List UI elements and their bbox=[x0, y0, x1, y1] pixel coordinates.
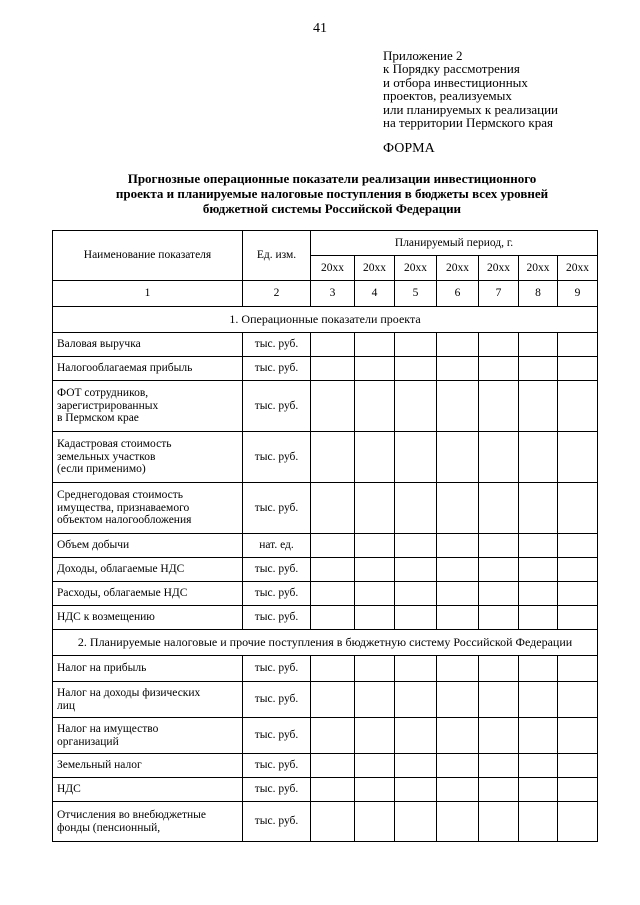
value-cell[interactable] bbox=[437, 357, 479, 381]
value-cell[interactable] bbox=[355, 718, 395, 754]
indicator-name: Налог на доходы физических лиц bbox=[53, 682, 243, 718]
value-cell[interactable] bbox=[311, 778, 355, 802]
indicator-name: Отчисления во внебюджетные фонды (пенсионный, bbox=[53, 802, 243, 842]
value-cell[interactable] bbox=[437, 778, 479, 802]
table-row bbox=[53, 582, 598, 606]
value-cell[interactable] bbox=[519, 483, 558, 534]
table-body bbox=[53, 307, 598, 842]
value-cell[interactable] bbox=[437, 333, 479, 357]
value-cell[interactable] bbox=[311, 754, 355, 778]
column-number: 1 bbox=[53, 281, 243, 307]
value-cell[interactable] bbox=[519, 754, 558, 778]
column-number: 5 bbox=[395, 281, 437, 307]
appendix-line: к Порядку рассмотрения bbox=[383, 61, 520, 77]
header-year: 20xx bbox=[311, 256, 355, 281]
value-cell[interactable] bbox=[479, 483, 519, 534]
value-cell[interactable] bbox=[479, 558, 519, 582]
value-cell[interactable] bbox=[558, 558, 598, 582]
table-row bbox=[53, 558, 598, 582]
value-cell[interactable] bbox=[479, 606, 519, 630]
value-cell[interactable] bbox=[558, 432, 598, 483]
indicator-name: Налог на прибыль bbox=[53, 656, 243, 682]
table-row bbox=[53, 778, 598, 802]
indicator-name: Кадастровая стоимость земельных участков (если применимо) bbox=[53, 432, 243, 483]
value-cell[interactable] bbox=[395, 483, 437, 534]
value-cell[interactable] bbox=[311, 381, 355, 432]
value-cell[interactable] bbox=[437, 582, 479, 606]
value-cell[interactable] bbox=[558, 656, 598, 682]
table-row bbox=[53, 656, 598, 682]
value-cell[interactable] bbox=[311, 558, 355, 582]
value-cell[interactable] bbox=[479, 682, 519, 718]
value-cell[interactable] bbox=[558, 483, 598, 534]
appendix-line: или планируемых к реализации bbox=[383, 101, 559, 117]
value-cell[interactable] bbox=[479, 802, 519, 842]
unit-cell: тыс. руб. bbox=[243, 778, 311, 802]
value-cell[interactable] bbox=[395, 778, 437, 802]
value-cell[interactable] bbox=[437, 606, 479, 630]
value-cell[interactable] bbox=[479, 534, 519, 558]
value-cell[interactable] bbox=[437, 483, 479, 534]
value-cell[interactable] bbox=[311, 606, 355, 630]
value-cell[interactable] bbox=[519, 381, 558, 432]
section-title: 1. Операционные показатели проекта bbox=[53, 307, 598, 333]
value-cell[interactable] bbox=[355, 778, 395, 802]
value-cell[interactable] bbox=[558, 582, 598, 606]
value-cell[interactable] bbox=[479, 718, 519, 754]
table-row bbox=[53, 606, 598, 630]
value-cell[interactable] bbox=[395, 582, 437, 606]
table-row bbox=[53, 682, 598, 718]
indicator-name: ФОТ сотрудников, зарегистрированных в Пермском крае bbox=[53, 381, 243, 432]
value-cell[interactable] bbox=[558, 802, 598, 842]
value-cell[interactable] bbox=[395, 718, 437, 754]
section-title: 2. Планируемые налоговые и прочие поступления в бюджетную систему Российской Федерации bbox=[53, 630, 598, 656]
value-cell[interactable] bbox=[437, 656, 479, 682]
appendix-line: Приложение 2 bbox=[383, 48, 463, 63]
appendix-line: проектов, реализуемых bbox=[383, 88, 512, 104]
value-cell[interactable] bbox=[519, 534, 558, 558]
value-cell[interactable] bbox=[355, 754, 395, 778]
value-cell[interactable] bbox=[437, 802, 479, 842]
table-row bbox=[53, 802, 598, 842]
value-cell[interactable] bbox=[558, 718, 598, 754]
value-cell[interactable] bbox=[519, 802, 558, 842]
value-cell[interactable] bbox=[558, 534, 598, 558]
document-title bbox=[52, 171, 612, 216]
value-cell[interactable] bbox=[519, 778, 558, 802]
value-cell[interactable] bbox=[355, 432, 395, 483]
indicator-name: Налог на имущество организаций bbox=[53, 718, 243, 754]
value-cell[interactable] bbox=[437, 558, 479, 582]
value-cell[interactable] bbox=[519, 432, 558, 483]
value-cell[interactable] bbox=[395, 432, 437, 483]
value-cell[interactable] bbox=[558, 333, 598, 357]
header-year: 20xx bbox=[395, 256, 437, 281]
value-cell[interactable] bbox=[479, 656, 519, 682]
form-label: ФОРМА bbox=[383, 141, 435, 156]
value-cell[interactable] bbox=[395, 333, 437, 357]
value-cell[interactable] bbox=[355, 682, 395, 718]
value-cell[interactable] bbox=[395, 381, 437, 432]
indicator-name: НДС bbox=[53, 778, 243, 802]
value-cell[interactable] bbox=[437, 534, 479, 558]
indicators-table bbox=[52, 230, 598, 842]
value-cell[interactable] bbox=[519, 606, 558, 630]
table-row bbox=[53, 381, 598, 432]
table-row bbox=[53, 718, 598, 754]
value-cell[interactable] bbox=[311, 656, 355, 682]
unit-cell: тыс. руб. bbox=[243, 483, 311, 534]
value-cell[interactable] bbox=[558, 778, 598, 802]
indicator-name: Валовая выручка bbox=[53, 333, 243, 357]
column-number: 3 bbox=[311, 281, 355, 307]
value-cell[interactable] bbox=[479, 754, 519, 778]
value-cell[interactable] bbox=[479, 432, 519, 483]
value-cell[interactable] bbox=[395, 534, 437, 558]
unit-cell: тыс. руб. bbox=[243, 432, 311, 483]
value-cell[interactable] bbox=[355, 802, 395, 842]
value-cell[interactable] bbox=[355, 656, 395, 682]
value-cell[interactable] bbox=[311, 718, 355, 754]
value-cell[interactable] bbox=[519, 682, 558, 718]
value-cell[interactable] bbox=[311, 802, 355, 842]
value-cell[interactable] bbox=[311, 432, 355, 483]
value-cell[interactable] bbox=[479, 582, 519, 606]
value-cell[interactable] bbox=[311, 534, 355, 558]
indicator-name: Налогооблагаемая прибыль bbox=[53, 357, 243, 381]
column-number: 8 bbox=[519, 281, 558, 307]
title-line: Прогнозные операционные показатели реализации инвестиционного bbox=[127, 171, 537, 186]
value-cell[interactable] bbox=[311, 582, 355, 606]
unit-cell: тыс. руб. bbox=[243, 606, 311, 630]
indicator-name: Среднегодовая стоимость имущества, признаваемого объектом налогообложения bbox=[53, 483, 243, 534]
value-cell[interactable] bbox=[519, 656, 558, 682]
value-cell[interactable] bbox=[311, 682, 355, 718]
indicator-name: Земельный налог bbox=[53, 754, 243, 778]
page-number: 41 bbox=[313, 21, 327, 36]
value-cell[interactable] bbox=[395, 558, 437, 582]
table-row bbox=[53, 483, 598, 534]
value-cell[interactable] bbox=[558, 606, 598, 630]
value-cell[interactable] bbox=[519, 357, 558, 381]
column-number: 6 bbox=[437, 281, 479, 307]
value-cell[interactable] bbox=[437, 381, 479, 432]
value-cell[interactable] bbox=[479, 778, 519, 802]
value-cell[interactable] bbox=[437, 682, 479, 718]
value-cell[interactable] bbox=[395, 754, 437, 778]
value-cell[interactable] bbox=[395, 656, 437, 682]
column-number: 4 bbox=[355, 281, 395, 307]
unit-cell: тыс. руб. bbox=[243, 582, 311, 606]
header-year: 20xx bbox=[437, 256, 479, 281]
value-cell[interactable] bbox=[355, 558, 395, 582]
value-cell[interactable] bbox=[558, 381, 598, 432]
value-cell[interactable] bbox=[355, 534, 395, 558]
appendix-line: и отбора инвестиционных bbox=[383, 74, 528, 90]
header-unit: Ед. изм. bbox=[243, 231, 311, 281]
unit-cell: тыс. руб. bbox=[243, 754, 311, 778]
value-cell[interactable] bbox=[355, 381, 395, 432]
unit-cell: тыс. руб. bbox=[243, 682, 311, 718]
value-cell[interactable] bbox=[558, 682, 598, 718]
header-year: 20xx bbox=[519, 256, 558, 281]
value-cell[interactable] bbox=[519, 582, 558, 606]
unit-cell: нат. ед. bbox=[243, 534, 311, 558]
value-cell[interactable] bbox=[519, 333, 558, 357]
header-year: 20xx bbox=[479, 256, 519, 281]
unit-cell: тыс. руб. bbox=[243, 381, 311, 432]
value-cell[interactable] bbox=[437, 432, 479, 483]
value-cell[interactable] bbox=[355, 606, 395, 630]
value-cell[interactable] bbox=[395, 682, 437, 718]
unit-cell: тыс. руб. bbox=[243, 558, 311, 582]
value-cell[interactable] bbox=[355, 357, 395, 381]
title-line: проекта и планируемые налоговые поступления в бюджеты всех уровней bbox=[115, 186, 549, 201]
table-row bbox=[53, 432, 598, 483]
unit-cell: тыс. руб. bbox=[243, 333, 311, 357]
title-line: бюджетной системы Российской Федерации bbox=[202, 201, 462, 216]
header-year: 20xx bbox=[355, 256, 395, 281]
unit-cell: тыс. руб. bbox=[243, 357, 311, 381]
indicator-name: Расходы, облагаемые НДС bbox=[53, 582, 243, 606]
value-cell[interactable] bbox=[355, 483, 395, 534]
value-cell[interactable] bbox=[395, 802, 437, 842]
appendix-note bbox=[383, 49, 633, 129]
value-cell[interactable] bbox=[479, 381, 519, 432]
value-cell[interactable] bbox=[395, 357, 437, 381]
value-cell[interactable] bbox=[437, 718, 479, 754]
unit-cell: тыс. руб. bbox=[243, 802, 311, 842]
indicator-name: НДС к возмещению bbox=[53, 606, 243, 630]
value-cell[interactable] bbox=[558, 357, 598, 381]
value-cell[interactable] bbox=[311, 483, 355, 534]
header-indicator-name: Наименование показателя bbox=[53, 231, 243, 281]
value-cell[interactable] bbox=[355, 333, 395, 357]
value-cell[interactable] bbox=[311, 333, 355, 357]
table-row bbox=[53, 754, 598, 778]
table-row bbox=[53, 534, 598, 558]
column-number: 9 bbox=[558, 281, 598, 307]
appendix-line: на территории Пермского края bbox=[383, 115, 553, 131]
value-cell[interactable] bbox=[519, 718, 558, 754]
table-row bbox=[53, 333, 598, 357]
unit-cell: тыс. руб. bbox=[243, 656, 311, 682]
value-cell[interactable] bbox=[519, 558, 558, 582]
indicator-name: Объем добычи bbox=[53, 534, 243, 558]
header-year: 20xx bbox=[558, 256, 598, 281]
header-planned-period: Планируемый период, г. bbox=[311, 231, 598, 256]
column-number: 2 bbox=[243, 281, 311, 307]
value-cell[interactable] bbox=[558, 754, 598, 778]
unit-cell: тыс. руб. bbox=[243, 718, 311, 754]
value-cell[interactable] bbox=[479, 333, 519, 357]
value-cell[interactable] bbox=[437, 754, 479, 778]
indicator-name: Доходы, облагаемые НДС bbox=[53, 558, 243, 582]
value-cell[interactable] bbox=[395, 606, 437, 630]
value-cell[interactable] bbox=[355, 582, 395, 606]
value-cell[interactable] bbox=[311, 357, 355, 381]
value-cell[interactable] bbox=[479, 357, 519, 381]
column-number: 7 bbox=[479, 281, 519, 307]
table-row bbox=[53, 357, 598, 381]
